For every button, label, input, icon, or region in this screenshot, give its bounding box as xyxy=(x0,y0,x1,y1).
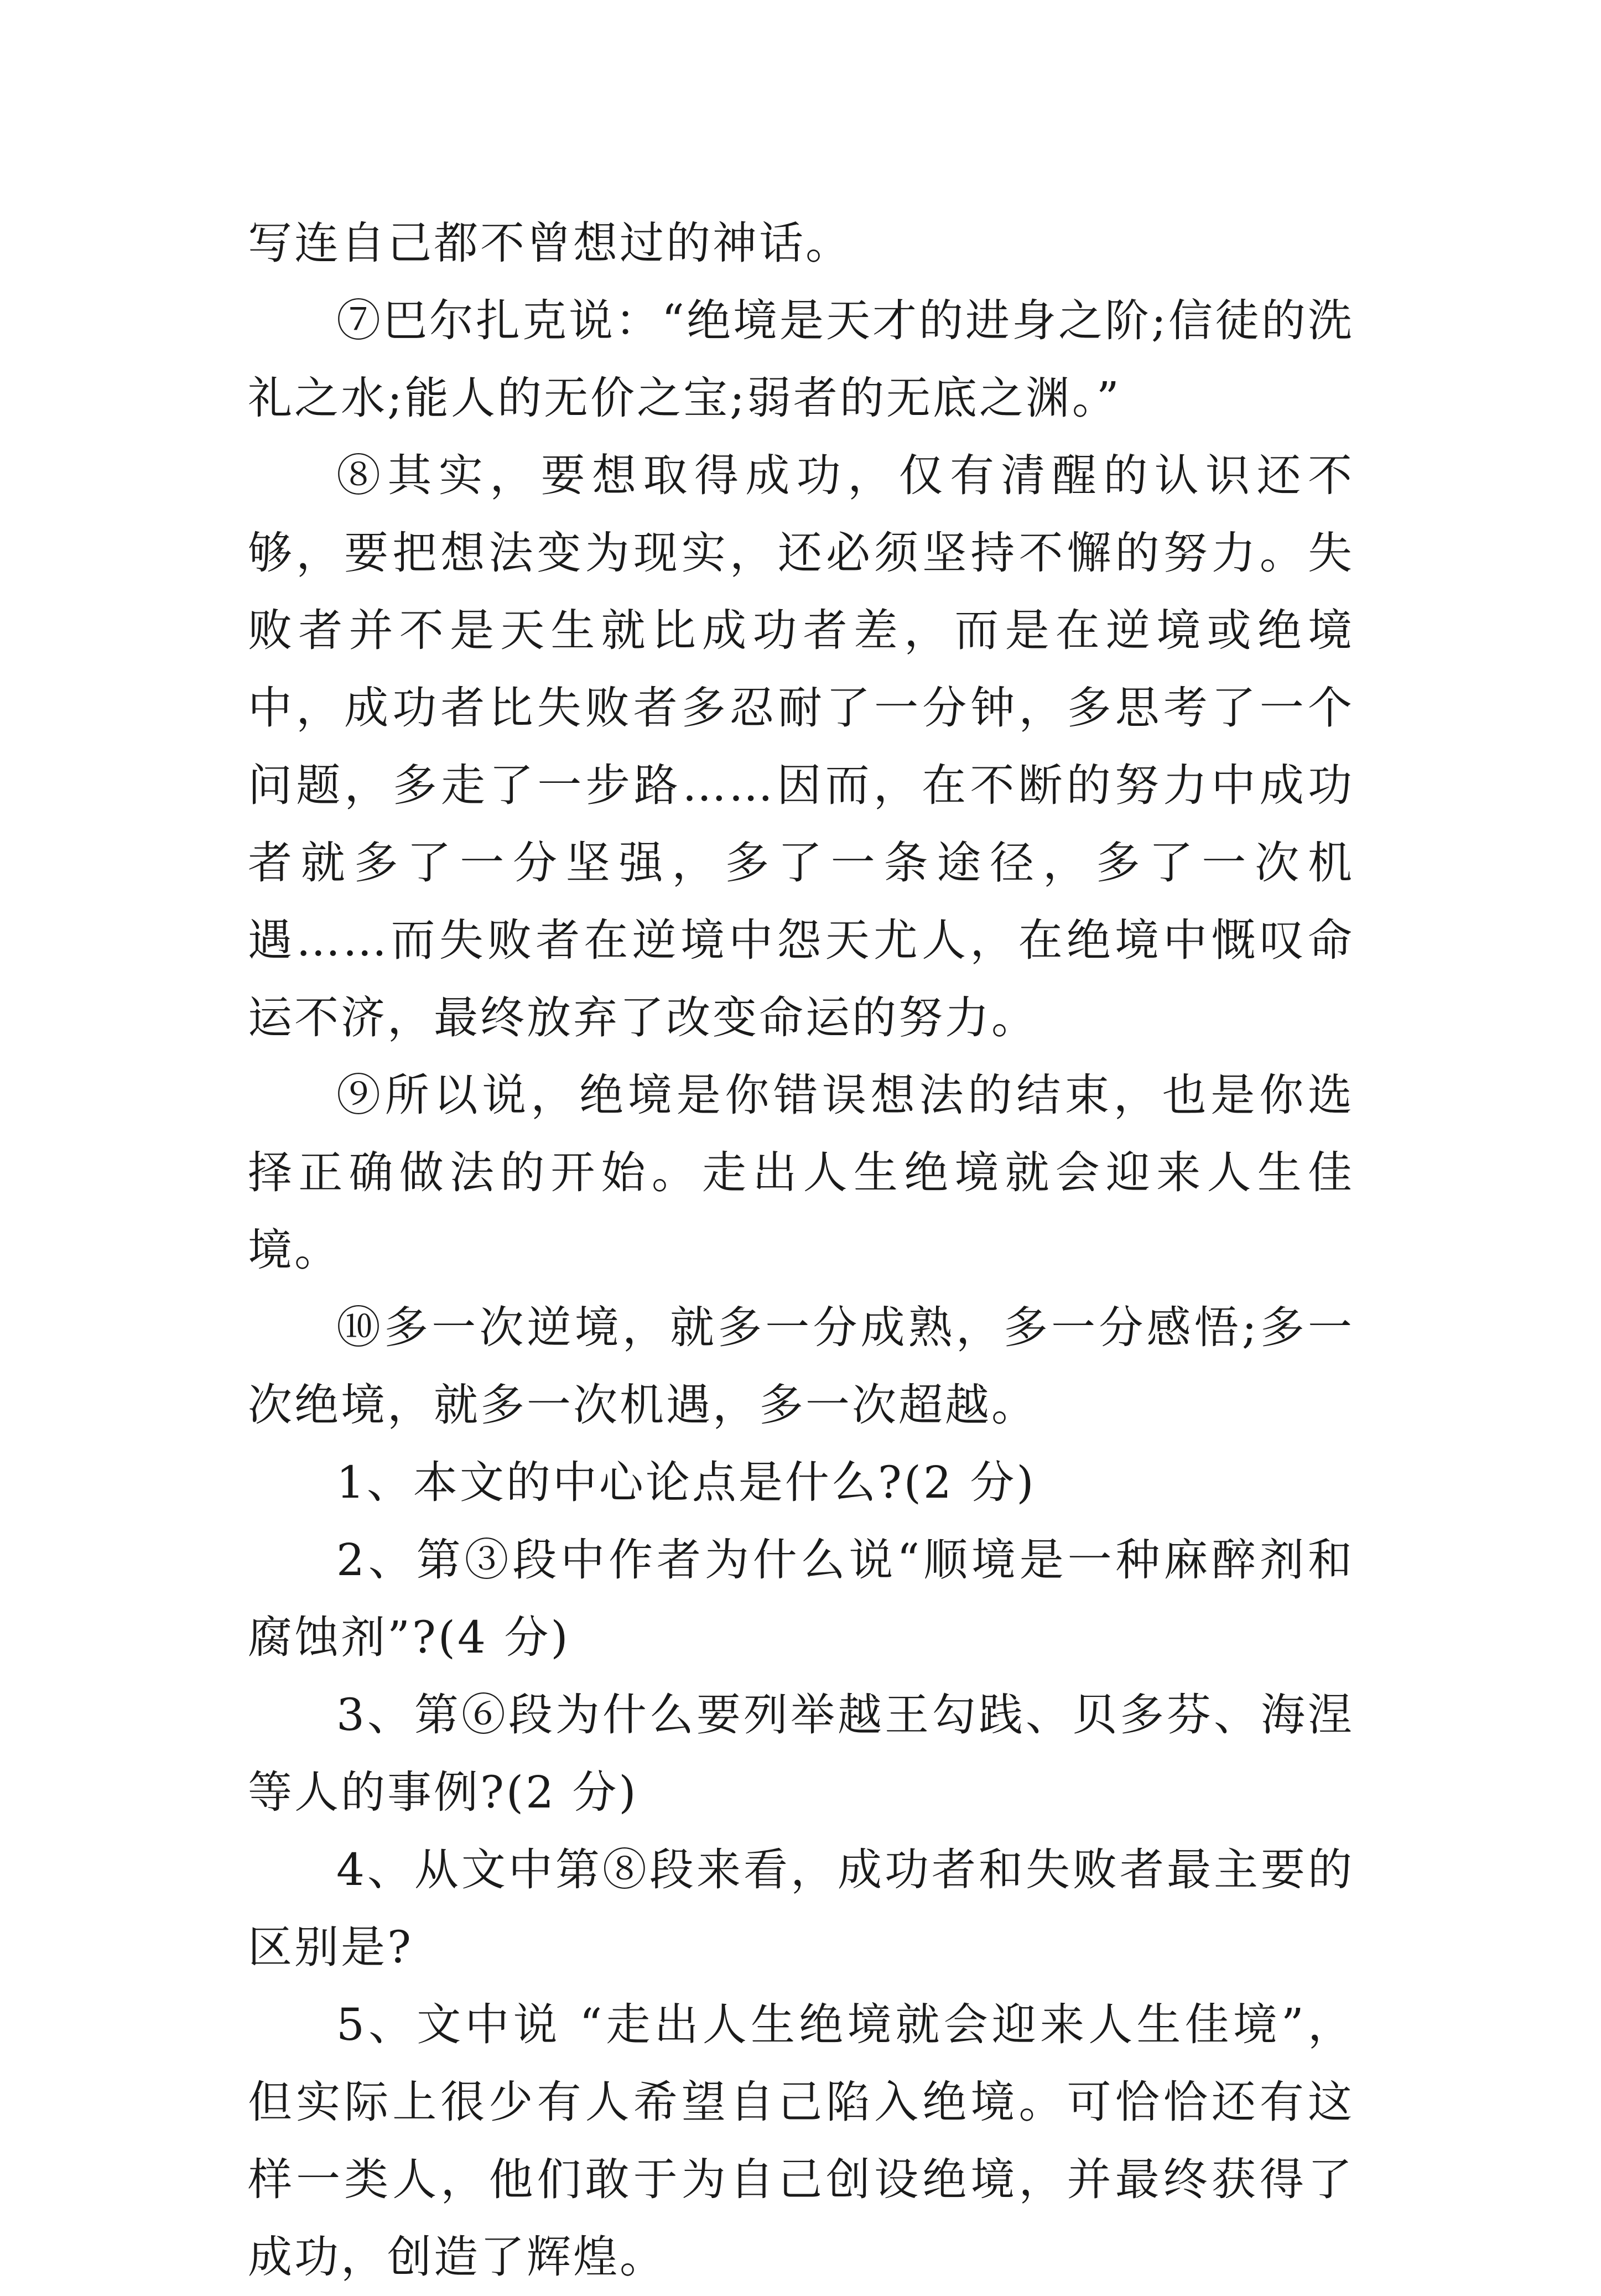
paragraph-9: ⑨所以说，绝境是你错误想法的结束，也是你选择正确做法的开始。走出人生绝境就会迎来人生佳境。 xyxy=(248,1069,1354,1276)
paragraph-8: ⑧其实，要想取得成功，仅有清醒的认识还不够，要把想法变为现实，还必须坚持不懈的努力。失败者并不是天生就比成功者差，而是在逆境或绝境中，成功者比失败者多忍耐了一分钟，多思考了一个问题，多走了一步路……因而，在不断的努力中成功者就多了一分坚强，多了一条途径，多了一次机遇……而失败者在逆境中怨天尤人，在绝境中慨叹命运不济，最终放弃了改变命运的努力。 xyxy=(248,450,1354,1043)
paragraph-7: ⑦巴尔扎克说：“绝境是天才的进身之阶;信徒的洗礼之水;能人的无价之宝;弱者的无底之渊。” xyxy=(248,295,1354,424)
document-body xyxy=(248,205,1354,2296)
question-4: 4、从文中第⑧段来看，成功者和失败者最主要的区别是? xyxy=(248,1844,1354,1973)
question-2: 2、第③段中作者为什么说“顺境是一种麻醉剂和腐蚀剂”?(4 分) xyxy=(248,1534,1354,1663)
paragraph-continuation: 写连自己都不曾想过的神话。 xyxy=(248,217,852,269)
question-5: 5、文中说 “走出人生绝境就会迎来人生佳境”，但实际上很少有人希望自己陷入绝境。可恰恰还有这样一类人，他们敢于为自己创设绝境，并最终获得了成功，创造了辉煌。 xyxy=(248,1999,1354,2283)
question-1: 1、本文的中心论点是什么?(2 分) xyxy=(336,1457,1036,1508)
question-3: 3、第⑥段为什么要列举越王勾践、贝多芬、海涅等人的事例?(2 分) xyxy=(248,1689,1354,1818)
paragraph-10: ⑩多一次逆境，就多一分成熟，多一分感悟;多一次绝境，就多一次机遇，多一次超越。 xyxy=(248,1302,1354,1431)
